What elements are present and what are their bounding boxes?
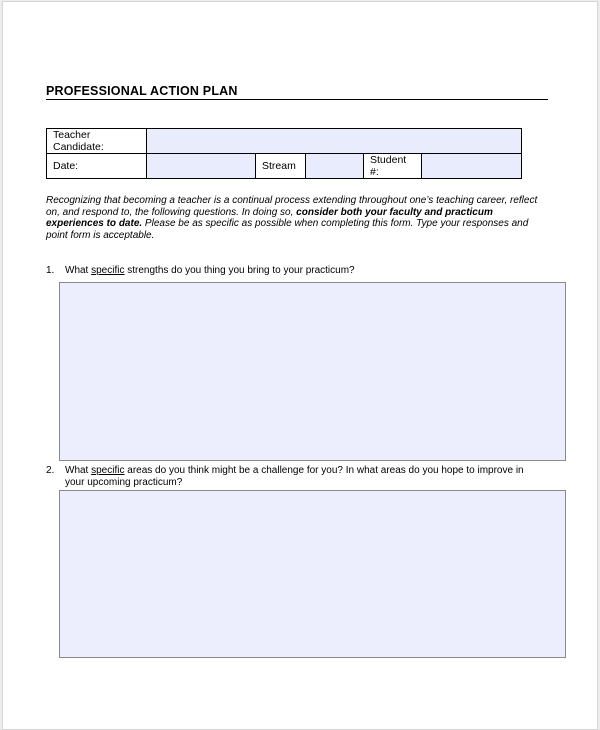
date-label: Date: (47, 154, 147, 179)
question-text-start: What (65, 265, 92, 276)
teacher-candidate-label: Teacher Candidate: (47, 129, 147, 154)
student-number-field[interactable] (422, 154, 522, 179)
date-field[interactable] (147, 154, 256, 179)
question-text-end: areas do you think might be a challenge for you? In what areas do you hope to improve in your upcoming practicum? (65, 465, 524, 488)
instructions-text-2: Please be as specific as possible when completing this form. Type your responses and point form is acceptable. (46, 218, 529, 241)
question-text-end: strengths do you thing you bring to your practicum? (124, 265, 355, 276)
instructions-paragraph (46, 195, 546, 241)
question-text (65, 265, 545, 277)
instructions-text-1: Recognizing that becoming a teacher is a continual process extending throughout one’s teaching career, reflect on, and respond to, the following questions. In doing so, (46, 195, 538, 218)
question-emphasis: specific (91, 265, 125, 276)
document-title: PROFESSIONAL ACTION PLAN (46, 84, 238, 98)
question-text (65, 465, 545, 488)
candidate-info-table (46, 128, 522, 179)
question-1 (46, 265, 545, 277)
stream-field[interactable] (306, 154, 364, 179)
title-underline (46, 99, 548, 100)
student-number-label: Student #: (364, 154, 422, 179)
stream-label: Stream (256, 154, 306, 179)
question-number: 1. (46, 265, 55, 276)
answer-box-2[interactable] (59, 490, 566, 658)
document-page (2, 1, 598, 730)
instructions-bold-text: consider both your faculty and practicum experiences to date. (46, 206, 493, 230)
table-row (47, 154, 522, 179)
answer-box-1[interactable] (59, 282, 566, 461)
question-2 (46, 465, 545, 488)
question-text-start: What (65, 465, 92, 476)
question-number: 2. (46, 465, 55, 476)
table-row (47, 129, 522, 154)
teacher-candidate-field[interactable] (147, 129, 522, 154)
question-emphasis: specific (91, 465, 125, 476)
